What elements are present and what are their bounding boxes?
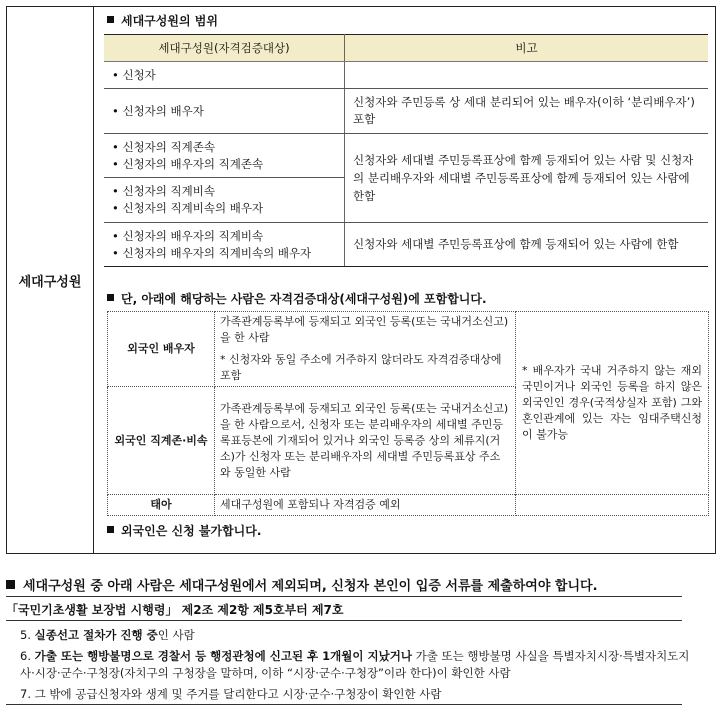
member-item: • 신청자의 배우자의 직계비속 [112,228,336,245]
table-row [108,312,709,387]
note-cell: 신청자와 세대별 주민등록표상에 함께 등재되어 있는 사람에 한함 [345,223,709,267]
square-bullet-icon [6,580,15,589]
membership-box [6,6,716,554]
header-members: 세대구성원(자격검증대상) [104,35,345,62]
table-row [108,495,709,516]
square-bullet-icon [107,526,114,533]
table-row [104,134,708,178]
left-label: 세대구성원 [7,7,94,553]
section2-heading: 단, 아래에 해당하는 사람은 자격검증대상(세대구성원)에 포함합니다. [107,290,487,307]
list-item: 6. 가출 또는 행방불명으로 경찰서 등 행정관청에 신고된 후 1개월이 지났거나 가출 또는 행방불명 사실을 특별자치시장·특별자치도지사·시장·군수·구청장(자치구의 구청장을 말하며, 이하 “시장·군수·구청장”이라 한다)이 확인한 사람 [20,649,690,680]
note-cell [345,62,709,89]
table-header-row [104,35,708,62]
list-item: 7. 그 밖에 공급신청자와 생계 및 주거를 달리한다고 시장·군수·구청장이 확인한 사람 [20,687,442,701]
table-row [104,62,708,89]
member-item: • 신청자의 배우자 [112,104,204,118]
side-note: * 배우자가 국내 거주하지 않는 재외국민이거나 외국인 등록을 하지 않은 외국인인 경우(국적상실자 포함) 그와 혼인관계에 있는 자는 임대주택신청이 불가능 [516,312,709,495]
member-item: • 신청자의 배우자의 직계존속 [112,156,336,173]
member-item: • 신청자 [112,68,156,82]
row-label: 외국인 배우자 [108,312,215,387]
table-row [104,89,708,134]
row-desc: 가족관계등록부에 등재되고 외국인 등록(또는 국내거소신고)을 한 사람으로서, 신청자 또는 분리배우자의 세대별 주민등록표등본에 기재되어 있거나 외국인 등록증 상의 체류지(거소)가 신청자 또는 분리배우자의 세대별 주민등록표상 주소와 동일한 사람 [215,387,516,495]
member-item: • 신청자의 직계존속 [112,139,336,156]
row-desc: 세대구성원에 포함되나 자격검증 예외 [215,495,516,516]
note-cell: 신청자와 주민등록 상 세대 분리되어 있는 배우자(이하 ‘분리배우자’) 포함 [345,89,709,134]
list-item: 5. 실종선고 절차가 진행 중인 사람 [20,628,195,642]
section1-heading: 세대구성원의 범위 [107,12,218,29]
member-scope-table [104,34,708,267]
row-label: 외국인 직계존·비속 [108,387,215,495]
divider [6,596,682,597]
row-subnote: * 신청자와 동일 주소에 거주하지 않더라도 자격검증대상에 포함 [220,353,502,382]
table-row [104,223,708,267]
divider [6,620,682,621]
square-bullet-icon [107,16,114,23]
content-column [95,7,715,553]
exclusion-heading: 세대구성원 중 아래 사람은 세대구성원에서 제외되며, 신청자 본인이 입증 서류를 제출하여야 합니다. [6,575,598,594]
row-desc: 가족관계등록부에 등재되고 외국인 등록(또는 국내거소신고)을 한 사람 [220,315,509,344]
square-bullet-icon [107,294,114,301]
exclusion-list [20,627,700,707]
section3-heading: 외국인은 신청 불가합니다. [107,522,261,539]
law-reference: 「국민기초생활 보장법 시행령」 제2조 제2항 제5호부터 제7호 [6,603,344,617]
header-note: 비고 [345,35,709,62]
inclusion-table [107,311,709,516]
member-item: • 신청자의 배우자의 직계비속의 배우자 [112,245,336,262]
row-label: 태아 [108,495,215,516]
member-item: • 신청자의 직계비속 [112,183,336,200]
member-item: • 신청자의 직계비속의 배우자 [112,200,336,217]
divider [6,704,682,705]
note-cell: 신청자와 세대별 주민등록표상에 함께 등재되어 있는 사람 및 신청자의 분리배우자와 세대별 주민등록표상에 함께 등재되어 있는 사람에 한함 [345,134,709,223]
